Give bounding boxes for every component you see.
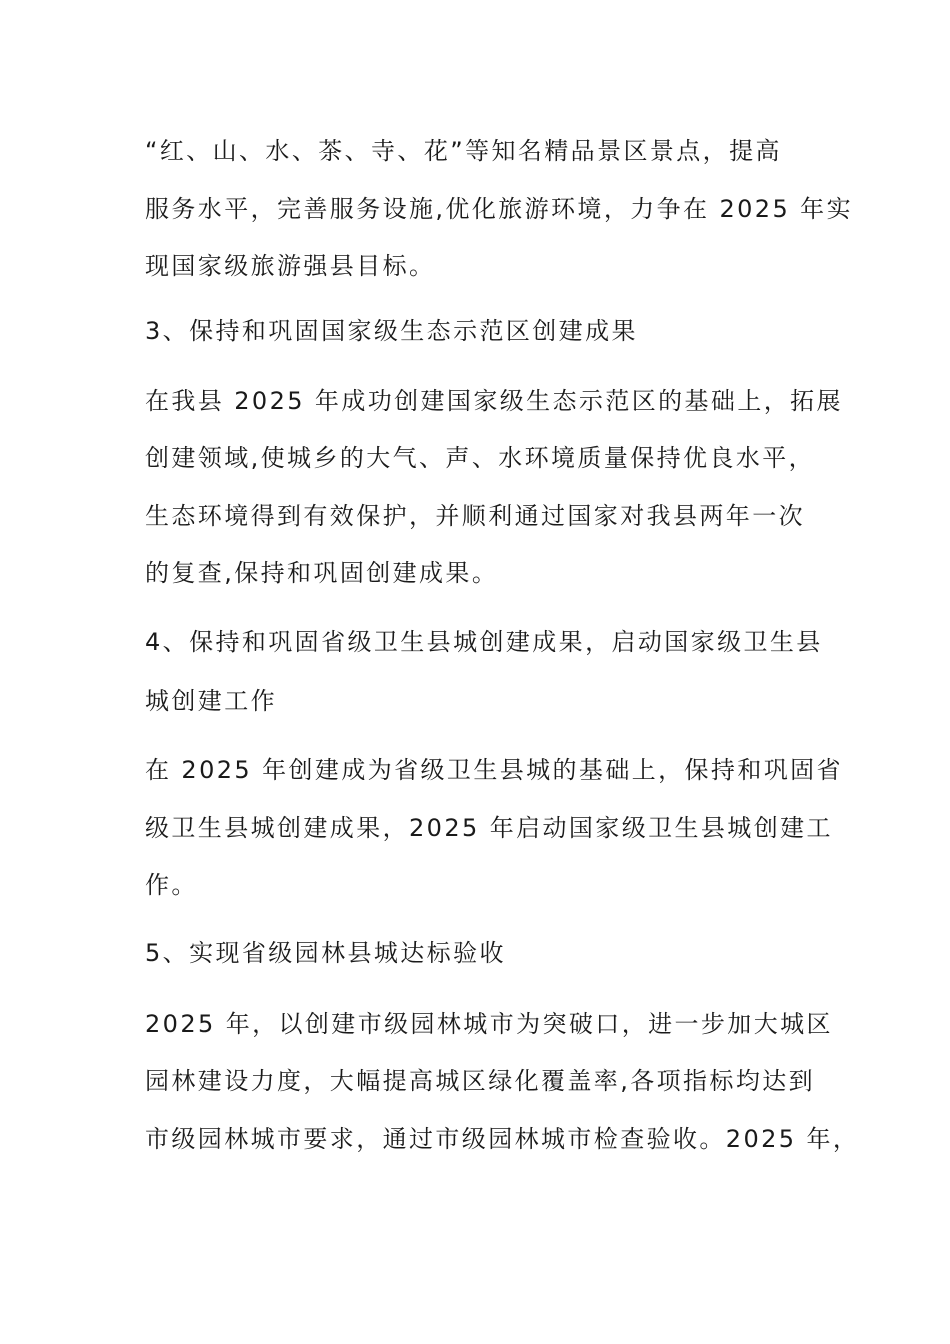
paragraph-line: 服务水平，完善服务设施,优化旅游环境，力争在 2025 年实 xyxy=(145,195,853,223)
paragraph-line: 在我县 2025 年成功创建国家级生态示范区的基础上，拓展 xyxy=(145,387,843,415)
paragraph-line: 的复查,保持和巩固创建成果。 xyxy=(145,559,499,587)
paragraph-line: 2025 年，以创建市级园林城市为突破口，进一步加大城区 xyxy=(145,1010,833,1038)
section-heading: 4、保持和巩固省级卫生县城创建成果，启动国家级卫生县 xyxy=(145,628,823,656)
paragraph-line: 创建领域,使城乡的大气、声、水环境质量保持优良水平， xyxy=(145,444,816,472)
paragraph-line: 现国家级旅游强县目标。 xyxy=(145,252,436,280)
paragraph-line: 生态环境得到有效保护，并顺利通过国家对我县两年一次 xyxy=(145,502,805,530)
section-heading: 3、保持和巩固国家级生态示范区创建成果 xyxy=(145,317,638,345)
paragraph-line: “红、山、水、茶、寺、花”等知名精品景区景点，提高 xyxy=(145,137,782,165)
paragraph-line: 在 2025 年创建成为省级卫生县城的基础上，保持和巩固省 xyxy=(145,756,843,784)
paragraph-line: 作。 xyxy=(145,871,198,899)
section-heading: 5、实现省级园林县城达标验收 xyxy=(145,939,506,967)
paragraph-line: 市级园林城市要求，通过市级园林城市检查验收。2025 年， xyxy=(145,1125,860,1153)
paragraph-line: 级卫生县城创建成果，2025 年启动国家级卫生县城创建工 xyxy=(145,814,833,842)
paragraph-line: 园林建设力度，大幅提高城区绿化覆盖率,各项指标均达到 xyxy=(145,1067,816,1095)
section-heading: 城创建工作 xyxy=(145,687,277,715)
